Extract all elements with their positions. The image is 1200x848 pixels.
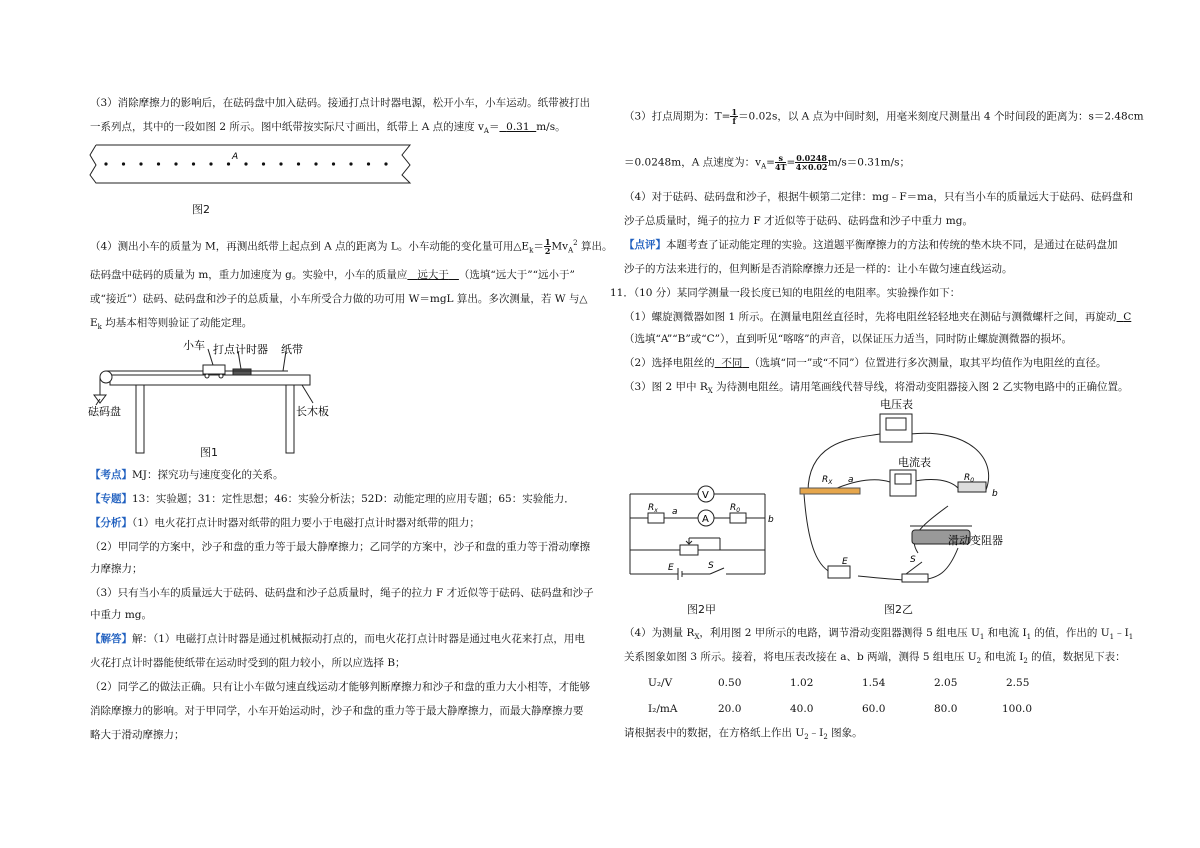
tape-dot [244, 162, 247, 165]
fig2a-label-b: b [768, 515, 774, 525]
fig2a-label-a: a [672, 507, 678, 517]
tape-dot [384, 162, 387, 165]
q11-part5-line: 请根据表中的数据，在方格纸上作出 $U_2﹣I_2$ 图象。 [624, 727, 863, 742]
q11-part1-answer: C [1123, 311, 1132, 323]
q3-text-line1: （3）消除摩擦力的影响后，在砝码盘中加入砝码。接通打点计时器电源，松开小车，小车运动。纸带被打出 [90, 97, 591, 109]
fig2b-label-rx: $R_X$ [822, 475, 833, 486]
table-cell: 2.05 [934, 677, 958, 689]
tape-dot [104, 162, 107, 165]
fraction-1-over-f: $\frac{1}{f}$ [731, 107, 738, 126]
tape-dot [139, 162, 142, 165]
fig2b-label-a: a [848, 475, 854, 485]
fig1-label-board: 长木板 [296, 405, 329, 418]
right-column [600, 0, 1200, 848]
tape-dot [209, 162, 212, 165]
tape-dots [104, 162, 387, 165]
dianping-line1: 【点评】本题考查了证动能定理的实验。这道题平衡摩擦力的方法和传统的垫木块不同，是通过在砝码盘加 [624, 239, 1118, 251]
fenxi-line3: 力摩擦力； [90, 563, 143, 575]
r3-text-line2: ＝0.0248m，A 点速度为：$v_A=$ $\frac{s}{4T}$ = $\frac{0.0248}{4\times 0.02}$ m/s＝0.31m/s； [624, 153, 911, 172]
fig2b-ammeter [890, 455, 931, 496]
q11-part1-line1: （1）螺旋测微器如图 1 所示。在测量电阻丝直径时，先将电阻丝轻轻地夹在测砧与测微螺杆之间，再旋动 C [624, 311, 1132, 323]
table-cell: 1.02 [790, 677, 814, 689]
table-cell: 20.0 [718, 703, 742, 715]
fig1-label-tape: 纸带 [281, 343, 303, 356]
tape-dot [279, 162, 282, 165]
jieda-line5: 略大于滑动摩擦力； [90, 729, 185, 741]
fig2b-rheostat-label: 滑动变阻器 [948, 534, 1003, 547]
tape-dot [332, 162, 335, 165]
fraction-half: $\frac{1}{2}$ [544, 237, 551, 256]
fig2b-caption: 图2乙 [884, 603, 913, 616]
fig2a-voltmeter-symbol: V [702, 490, 709, 501]
fig2a-label-s: S [708, 561, 714, 571]
fig2b-label-b: b [992, 489, 998, 499]
q4-text-line3: 或“接近”）砝码、砝码盘和沙子的总质量，小车所受合力做的功可用 W＝mgL 算出。多次测量，若 W 与△ [90, 293, 588, 305]
fraction-numeric: $\frac{0.0248}{4\times 0.02}$ [795, 153, 828, 172]
jieda-line2: 火花打点计时器能使纸带在运动时受到的阻力较小，所以应选择 B； [90, 657, 406, 669]
fenxi-line5: 中重力 mg。 [90, 609, 153, 621]
q4-text-line1: （4）测出小车的质量为 M，再测出纸带上起点到 A 点的距离为 L。小车动能的变化量可用$\triangle E_k=$ $\frac{1}{2}$ $Mv_A^2$ 算出。 [90, 237, 613, 256]
jieda-line1: 【解答】解：（1）电磁打点计时器是通过机械振动打点的，而电火花打点计时器是通过电火花来打点，用电 [90, 633, 585, 645]
q3-answer: 0.31 [506, 121, 530, 133]
q11-part2-answer: 不同 [721, 357, 743, 369]
fig2-caption: 图2 [192, 203, 210, 216]
jieda-line4: 消除摩擦力的影响。对于甲同学，小车开始运动时，沙子和盘的重力等于最大静摩擦力，而最大静摩擦力要 [90, 705, 584, 717]
fig2a-label-e: E [668, 563, 674, 573]
fig2b-rheostat [910, 526, 1003, 547]
q11-part4-line2: 关系图象如图 3 所示。接着，将电压表改接在 a、b 两端，测得 5 组电压 $U_2$ 和电流 $I_2$ 的值，数据见下表： [624, 651, 1126, 666]
tape-dot [157, 162, 160, 165]
r3-text-line1: （3）打点周期为：T= $\frac{1}{f}$ ＝0.02s，以 A 点为中间时刻，用毫米刻度尺测量出 4 个时间段的距离为：s＝2.48cm [624, 107, 1144, 126]
q11-part3-line: （3）图 2 甲中 $R_X$ 为待测电阻丝。请用笔画线代替导线，将滑动变阻器接入图 2 乙实物电路中的正确位置。 [624, 381, 1129, 396]
tape-dot [262, 162, 265, 165]
fig2a-label-r0: $R_0$ [730, 503, 741, 514]
table-row-label-u2: U₂/V [648, 677, 673, 689]
fig2b-voltmeter [880, 397, 913, 442]
tape-dot [297, 162, 300, 165]
tape-dot [192, 162, 195, 165]
fig2a-circuit-diagram [620, 482, 780, 582]
fig2b-physical-circuit [798, 398, 1008, 588]
tape-point-label: A [232, 152, 239, 162]
table-cell: 2.55 [1006, 677, 1030, 689]
table-cell: 60.0 [862, 703, 886, 715]
table-row-label-i2: I₂/mA [648, 703, 678, 715]
fig2b-voltmeter-label: 电压表 [880, 398, 913, 411]
fig1-label-timer: 打点计时器 [213, 343, 268, 356]
fig2b-label-e: E [842, 557, 848, 567]
fig1-caption: 图1 [200, 446, 218, 459]
fig1-label-cart: 小车 [183, 339, 205, 352]
q11-heading: 11．（10 分）某同学测量一段长度已知的电阻丝的电阻率。实验操作如下： [610, 287, 961, 299]
r4-text-line2: 沙子总质量时，绳子的拉力 F 才近似等于砝码、砝码盘和沙子中重力 mg。 [624, 215, 973, 227]
fenxi-line2: （2）甲同学的方案中，沙子和盘的重力等于最大静摩擦力；乙同学的方案中，沙子和盘的重力等于滑动摩擦 [90, 541, 591, 553]
tape-dot [174, 162, 177, 165]
jieda-line3: （2）同学乙的做法正确。只有让小车做匀速直线运动才能够判断摩擦力和沙子和盘的重力大小相等，才能够 [90, 681, 591, 693]
r4-text-line1: （4）对于砝码、砝码盘和沙子，根据牛顿第二定律：mg﹣F＝ma，只有当小车的质量远大于砝码、砝码盘和 [624, 191, 1133, 203]
fig1-apparatus [88, 335, 328, 460]
tape-dot [314, 162, 317, 165]
fraction-s-over-4t: $\frac{s}{4T}$ [774, 153, 787, 172]
table-cell: 100.0 [1002, 703, 1033, 715]
tape-dot [122, 162, 125, 165]
q4-answer: 远大于 [417, 269, 449, 281]
tape-dot [227, 162, 230, 165]
tape-dot [367, 162, 370, 165]
kaodian-line: 【考点】MJ：探究功与速度变化的关系。 [90, 469, 284, 481]
fig2b-label-r0: $R_0$ [964, 473, 975, 484]
q3-text-line2: 一系列点，其中的一段如图 2 所示。图中纸带按实际尺寸画出，纸带上 A 点的速度 $v_A= 0.31$ m/s。 [90, 121, 566, 136]
table-cell: 40.0 [790, 703, 814, 715]
fig2a-ammeter-symbol: A [702, 514, 709, 525]
tape-dot [349, 162, 352, 165]
dianping-line2: 沙子的方法来进行的，但判断是否消除摩擦力还是一样的：让小车做匀速直线运动。 [624, 263, 1013, 275]
q4-text-line2: 砝码盘中砝码的质量为 m，重力加速度为 g。实验中，小车的质量应 远大于 （选填“远大于”“远小于” [90, 269, 575, 281]
q11-part4-line1: （4）为测量 $R_X$，利用图 2 甲所示的电路，调节滑动变阻器测得 5 组电压 $U_1$ 和电流 $I_1$ 的值，作出的 $U_1﹣I_1$ [624, 627, 1134, 642]
fig2b-label-s: S [910, 555, 916, 565]
fig2b-ammeter-label: 电流表 [898, 456, 931, 469]
zhuanti-line: 【专题】13：实验题；31：定性思想；46：实验分析法；52D：动能定理的应用专题；65：实验能力． [90, 493, 575, 505]
fenxi-line1: 【分析】（1）电火花打点计时器对纸带的阻力要小于电磁打点计时器对纸带的阻力； [90, 517, 480, 529]
q4-text-line4: $E_k$ 均基本相等则验证了动能定理。 [90, 317, 253, 332]
q11-part2-line: （2）选择电阻丝的 不同 （选填“同一”或“不同”）位置进行多次测量，取其平均值作为电阻丝的直径。 [624, 357, 1107, 369]
fig2a-caption: 图2甲 [687, 603, 716, 616]
fenxi-line4: （3）只有当小车的质量远大于砝码、砝码盘和沙子总质量时，绳子的拉力 F 才近似等于砝码、砝码盘和沙子 [90, 587, 594, 599]
q11-part1-line2: （选填“A”“B”或“C”），直到听见“喀喀”的声音，以保证压力适当，同时防止螺旋测微器的损坏。 [624, 333, 1072, 345]
table-cell: 80.0 [934, 703, 958, 715]
fig2a-label-rx: $R_x$ [648, 503, 658, 514]
table-cell: 0.50 [718, 677, 742, 689]
table-cell: 1.54 [862, 677, 886, 689]
fig1-label-weight-pan: 砝码盘 [88, 405, 121, 418]
paper-tape-figure [88, 142, 418, 186]
